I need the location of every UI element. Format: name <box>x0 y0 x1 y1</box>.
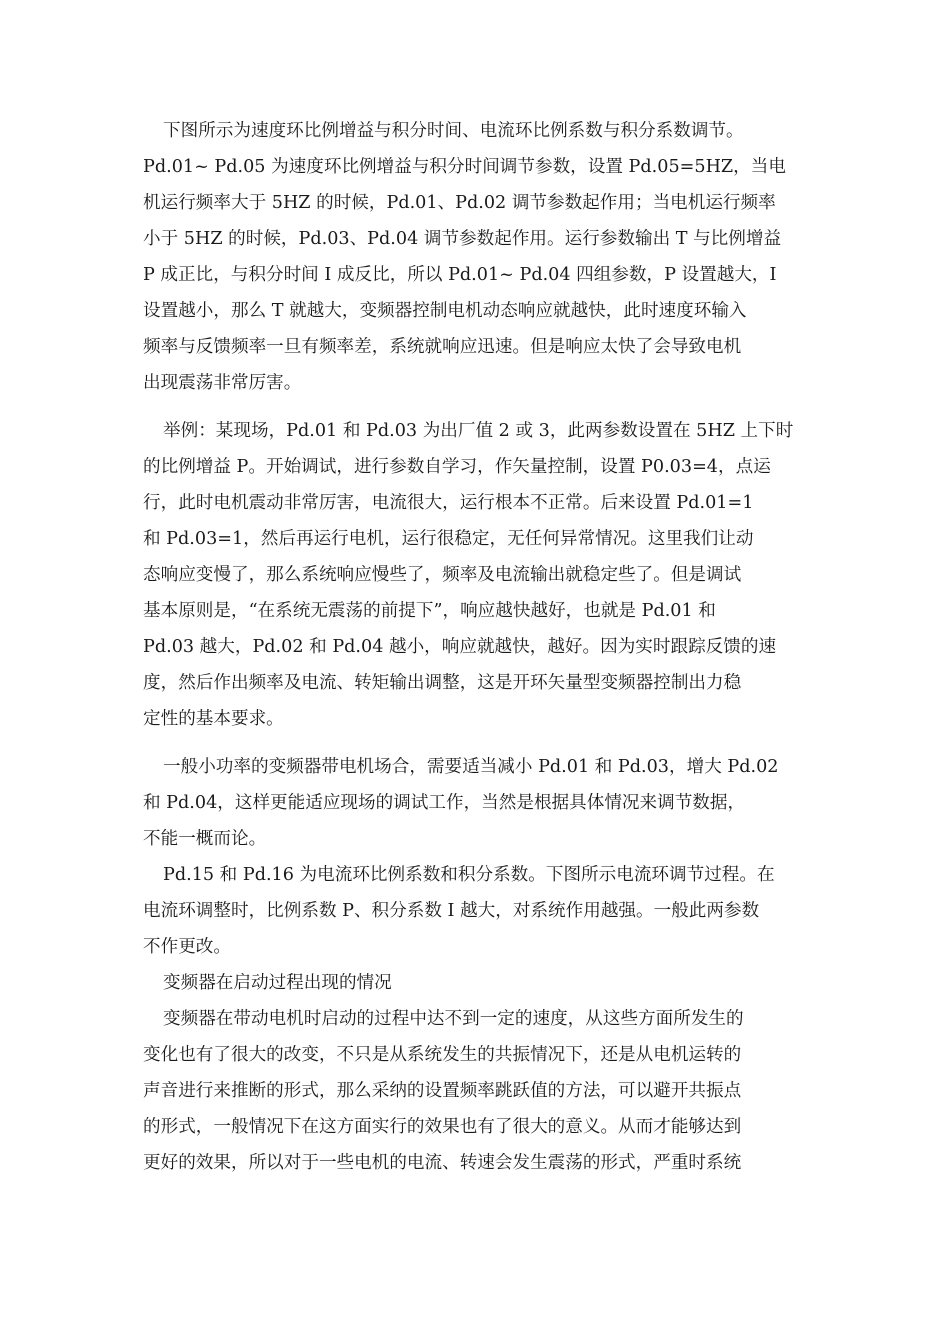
text-line: 设置越小，那么 T 就越大，变频器控制电机动态响应就越快，此时速度环输入 <box>143 301 747 321</box>
text-line: 和 Pd.04，这样更能适应现场的调试工作，当然是根据具体情况来调节数据， <box>143 793 746 813</box>
text-line: 电流环调整时，比例系数 P、积分系数 I 越大，对系统作用越强。一般此两参数 <box>143 901 760 921</box>
text-line: 更好的效果，所以对于一些电机的电流、转速会发生震荡的形式，严重时系统 <box>143 1153 742 1173</box>
text-line: 举例：某现场，Pd.01 和 Pd.03 为出厂值 2 或 3，此两参数设置在 5HZ 上下时 <box>163 421 794 441</box>
text-line: 的比例增益 P。开始调试，进行参数自学习，作矢量控制，设置 P0.03=4，点运 <box>143 457 771 477</box>
text-line: 行，此时电机震动非常厉害，电流很大，运行根本不正常。后来设置 Pd.01=1 <box>143 493 754 513</box>
text-line: 不能一概而论。 <box>143 829 267 849</box>
text-line: 出现震荡非常厉害。 <box>143 373 302 393</box>
text-line: 小于 5HZ 的时候，Pd.03、Pd.04 调节参数起作用。运行参数输出 T 与比例增益 <box>143 229 782 249</box>
text-line: 的形式，一般情况下在这方面实行的效果也有了很大的意义。从而才能够达到 <box>143 1117 742 1137</box>
text-line: 不作更改。 <box>143 937 231 957</box>
section-heading: 变频器在启动过程出现的情况 <box>163 973 392 993</box>
text-line: 基本原则是，“在系统无震荡的前提下”，响应越快越好，也就是 Pd.01 和 <box>143 601 716 621</box>
text-line: Pd.01~ Pd.05 为速度环比例增益与积分时间调节参数，设置 Pd.05=5HZ，当电 <box>143 157 786 177</box>
text-line: Pd.15 和 Pd.16 为电流环比例系数和积分系数。下图所示电流环调节过程。在 <box>163 865 775 885</box>
text-line: 一般小功率的变频器带电机场合，需要适当减小 Pd.01 和 Pd.03，增大 Pd.02 <box>163 757 779 777</box>
text-line: 下图所示为速度环比例增益与积分时间、电流环比例系数与积分系数调节。 <box>163 121 744 141</box>
text-line: 态响应变慢了，那么系统响应慢些了，频率及电流输出就稳定些了。但是调试 <box>143 565 742 585</box>
text-line: 机运行频率大于 5HZ 的时候，Pd.01、Pd.02 调节参数起作用；当电机运行频率 <box>143 193 776 213</box>
text-line: 定性的基本要求。 <box>143 709 284 729</box>
text-line: Pd.03 越大，Pd.02 和 Pd.04 越小，响应就越快，越好。因为实时跟踪反馈的速 <box>143 637 777 657</box>
text-line: 频率与反馈频率一旦有频率差，系统就响应迅速。但是响应太快了会导致电机 <box>143 337 742 357</box>
text-line: 和 Pd.03=1，然后再运行电机，运行很稳定，无任何异常情况。这里我们让动 <box>143 529 754 549</box>
text-line: 变化也有了很大的改变，不只是从系统发生的共振情况下，还是从电机运转的 <box>143 1045 742 1065</box>
text-line: 度，然后作出频率及电流、转矩输出调整，这是开环矢量型变频器控制出力稳 <box>143 673 742 693</box>
text-line: P 成正比，与积分时间 I 成反比，所以 Pd.01~ Pd.04 四组参数，P 设置越大，I <box>143 265 777 285</box>
text-line: 变频器在带动电机时启动的过程中达不到一定的速度，从这些方面所发生的 <box>163 1009 744 1029</box>
text-line: 声音进行来推断的形式，那么采纳的设置频率跳跃值的方法，可以避开共振点 <box>143 1081 742 1101</box>
